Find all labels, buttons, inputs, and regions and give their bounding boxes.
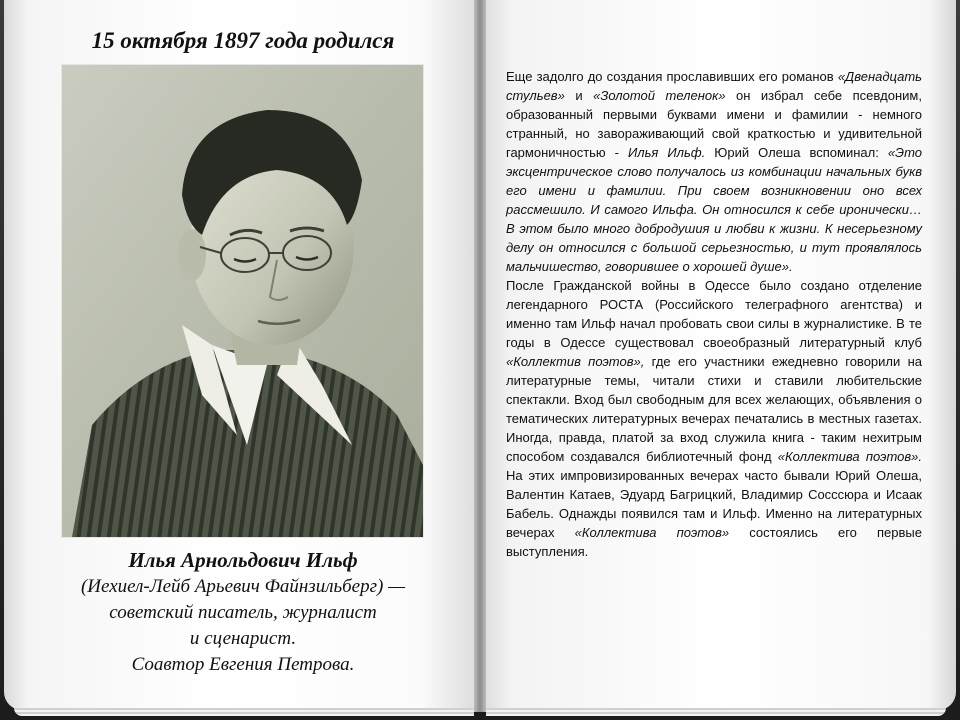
text-run: где его участники ежедневно говорили на литературные темы, читали стихи и ставили любительские спектакли. Вход был свободным для всех желающих, объявления о тематических литературных вечерах печатались в местных газетах. Иногда, правда, платой за вход служила книга - таким нехитрым способом создавался библиотечный фонд bbox=[506, 354, 922, 464]
text-run: На этих импровизированных вечерах часто бывали Юрий Олеша, Валентин Катаев, Эдуард Багрицкий, Владимир Сосссюра и Исаак Бабель. Однажды появился там и Ильф. Именно на литературных вечерах bbox=[506, 468, 922, 540]
text-run: После Гражданской войны в Одессе было создано отделение легендарного РОСТА (Российского телеграфного агентства) и именно там Ильф начал пробовать свои силы в журналистике. В те годы в Одессе существовал своеобразный литературный клуб bbox=[506, 278, 922, 350]
italic-quote-run: «Коллектива поэтов». bbox=[777, 449, 922, 464]
italic-quote-run: «Золотой теленок» bbox=[593, 88, 726, 103]
caption-coauthor: Соавтор Евгения Петрова. bbox=[131, 654, 355, 675]
portrait-caption bbox=[0, 546, 486, 678]
caption-description-1: советский писатель, журналист bbox=[109, 602, 377, 623]
portrait-image bbox=[62, 65, 423, 537]
italic-quote-run: Илья Ильф. bbox=[627, 145, 706, 160]
caption-description-2: и сценарист. bbox=[189, 628, 297, 649]
biography-text bbox=[506, 67, 922, 561]
paragraph-odessa bbox=[506, 276, 922, 561]
text-run: он избрал себе псевдоним, образованный первыми буквами имени и фамилии - немного странный, но завораживающий свой краткостью и удивительной гармоничностью - bbox=[506, 88, 922, 160]
portrait-photo bbox=[62, 65, 423, 537]
birth-name: (Иехиел-Лейб Арьевич Файнзильберг) — bbox=[80, 576, 405, 597]
text-run: Юрий Олеша вспоминал: bbox=[705, 145, 888, 160]
paragraph-pseudonym bbox=[506, 67, 922, 276]
right-page-edges bbox=[486, 708, 946, 716]
italic-quote-run: «Двенадцать стульев» bbox=[506, 69, 922, 103]
italic-quote-run: «Коллектива поэтов» bbox=[574, 525, 730, 540]
text-run: Еще задолго до создания прославивших его романов bbox=[506, 69, 838, 84]
italic-quote-run: «Это эксцентрическое слово получалось из комбинации начальных букв его имени и фамилии. При своем возникновении оно всех рассмешило. И самого Ильфа. Он относился к себе иронически… В этом было много добродушия и любви к жизни. К несерьезному делу он относился с большой серьезностью, и тут проявлялось мальчишество, говорившее о хорошей душе». bbox=[506, 145, 922, 274]
text-run: и bbox=[564, 88, 594, 103]
left-page-edges bbox=[14, 708, 474, 716]
italic-quote-run: «Коллектив поэтов», bbox=[506, 354, 645, 369]
date-heading: 15 октября 1897 года родился bbox=[91, 28, 395, 53]
person-name: Илья Арнольдович Ильф bbox=[128, 548, 358, 572]
text-run: состоялись его первые выступления. bbox=[506, 525, 922, 559]
